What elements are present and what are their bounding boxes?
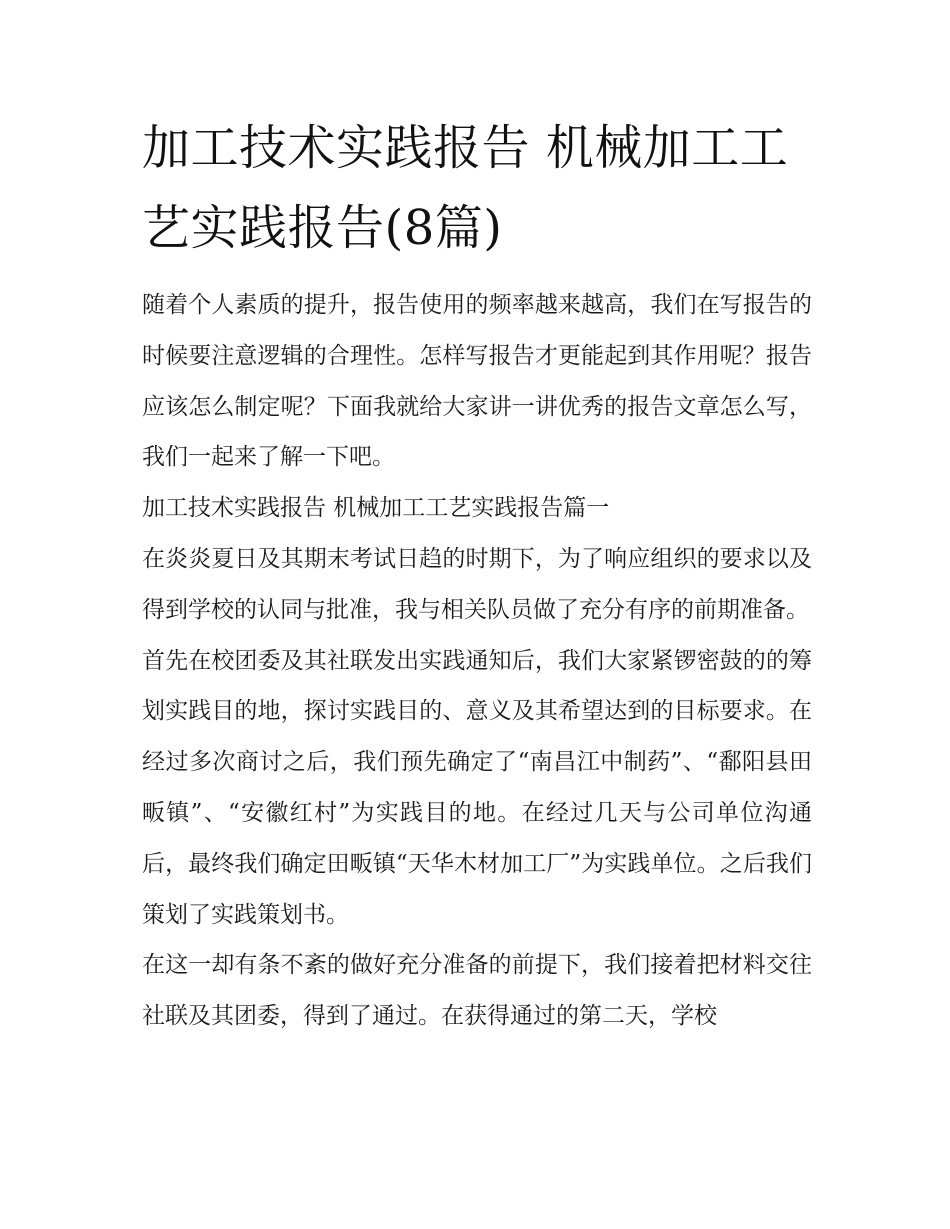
- document-body: [142, 280, 812, 1042]
- body-paragraph: 首先在校团委及其社联发出实践通知后，我们大家紧锣密鼓的的筹划实践目的地，探讨实践目的、意义及其希望达到的目标要求。在经过多次商讨之后，我们预先确定了“南昌江中制药”、“鄱阳县田畈镇”、“安徽红村”为实践目的地。在经过几天与公司单位沟通后，最终我们确定田畈镇“天华木材加工厂”为实践单位。之后我们策划了实践策划书。: [142, 647, 812, 928]
- section-heading: 加工技术实践报告 机械加工工艺实践报告篇一: [142, 495, 610, 522]
- document-title: 加工技术实践报告 机械加工工艺实践报告(8篇): [142, 120, 789, 256]
- body-paragraph: 在炎炎夏日及其期末考试日趋的时期下，为了响应组织的要求以及得到学校的认同与批准，我与相关队员做了充分有序的前期准备。: [142, 545, 812, 623]
- body-paragraph: 在这一却有条不紊的做好充分准备的前提下，我们接着把材料交往社联及其团委，得到了通过。在获得通过的第二天，学校: [142, 952, 812, 1030]
- document-page: [142, 108, 812, 1042]
- intro-paragraph: 随着个人素质的提升，报告使用的频率越来越高，我们在写报告的时候要注意逻辑的合理性。怎样写报告才更能起到其作用呢？报告应该怎么制定呢？下面我就给大家讲一讲优秀的报告文章怎么写，我们一起来了解一下吧。: [142, 292, 812, 471]
